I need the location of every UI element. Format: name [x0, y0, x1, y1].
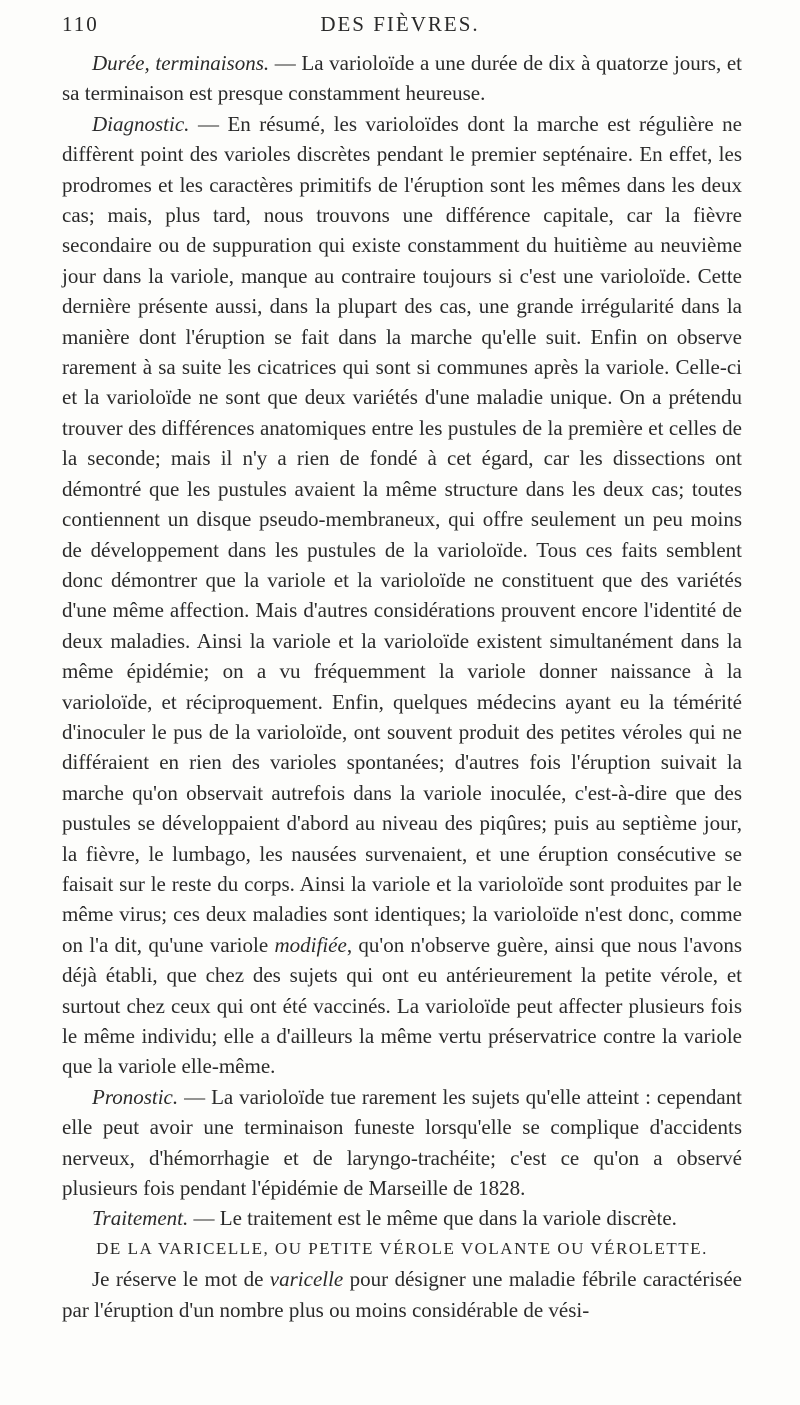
paragraph-duree: [62, 48, 742, 109]
running-head: [62, 12, 738, 42]
paragraph-text: — La varioloïde tue rarement les sujets qu'elle atteint : cependant elle peut avoir une terminaison funeste lorsqu'elle se complique d'accidents nerveux, d'hémorrhagie et de laryngo-trachéite; c'est ce qu'on a observé plusieurs fois pendant l'épidémie de Marseille de 1828.: [62, 1084, 742, 1201]
section-heading: DE LA VARICELLE, OU PETITE VÉROLE VOLANTE OU VÉROLETTE.: [96, 1238, 708, 1258]
running-title: DES FIÈVRES.: [320, 12, 480, 36]
paragraph-text: , qu'on n'observe guère, ainsi que nous l'avons déjà établi, que chez des sujets qui ont eu antérieurement la petite vérole, et surtout chez ceux qui ont été vaccinés. La varioloïde peut affecter plusieurs fois le même individu; elle a d'ailleurs la même vertu préservatrice contre la variole que la variole elle-même.: [62, 932, 742, 1079]
paragraph-diagnostic: [62, 109, 742, 1082]
emphasis: varicelle: [269, 1267, 344, 1292]
paragraph-text: pour désigner une maladie fébrile caractérisée par l'éruption d'un nombre plus ou moins considérable de vési-: [62, 1267, 742, 1322]
page-number: 110: [62, 12, 99, 36]
page-body: [62, 48, 742, 1325]
paragraph-lead: Durée, terminaisons.: [92, 51, 270, 75]
paragraph-lead: Pronostic.: [92, 1084, 179, 1109]
paragraph-text: — Le traitement est le même que dans la variole discrète.: [188, 1206, 677, 1231]
paragraph-varicelle: [62, 1264, 742, 1325]
paragraph-lead: Traitement.: [92, 1206, 189, 1231]
paragraph-text: — La varioloïde a une durée de dix à quatorze jours, et sa terminaison est presque constamment heureuse.: [62, 51, 742, 106]
paragraph-text: Je réserve le mot de: [92, 1267, 270, 1292]
paragraph-traitement: [62, 1203, 742, 1233]
paragraph-pronostic: [62, 1082, 742, 1204]
paragraph-lead: Diagnostic.: [92, 111, 190, 136]
paragraph-text: — En résumé, les varioloïdes dont la marche est régulière ne diffèrent point des varioles discrètes pendant le premier septénaire. En effet, les prodromes et les caractères primitifs de l'éruption sont les mêmes dans les deux cas; mais, plus tard, nous trouvons une différence capitale, car la fièvre secondaire ou de suppuration qui existe constamment du huitième au neuvième jour dans la variole, manque au contraire toujours si c'est une varioloïde. Cette dernière présente aussi, dans la plupart des cas, une grande irrégularité dans la manière dont l'éruption se fait dans la marche qu'elle suit. Enfin on observe rarement à sa suite les cicatrices qui sont si communes après la variole. Celle-ci et la varioloïde ne sont que deux variétés d'une maladie unique. On a prétendu trouver des différences anatomiques entre les pustules de la première et celles de la seconde; mais il n'y a rien de fondé à cet égard, car les dissections ont démontré que les pustules avaient la même structure dans les deux cas; toutes contiennent un disque pseudo-membraneux, qui offre seulement un peu moins de développement dans les pustules de la varioloïde. Tous ces faits semblent donc démontrer que la variole et la varioloïde ne constituent que des variétés d'une même affection. Mais d'autres considérations prouvent encore l'identité de deux maladies. Ainsi la variole et la varioloïde existent simultanément dans la même épidémie; on a vu fréquemment la variole donner naissance à la varioloïde, et réciproquement. Enfin, quelques médecins ayant eu la témérité d'inoculer le pus de la varioloïde, ont souvent produit des petites véroles qui ne différaient en rien des varioles spontanées; d'autres fois l'éruption suivait la marche qu'on observait autrefois dans la variole inoculée, c'est-à-dire que des pustules se développaient d'abord au niveau des piqûres; puis au septième jour, la fièvre, le lumbago, les nausées survenaient, et une éruption consécutive se faisait sur le reste du corps. Ainsi la variole et la varioloïde sont produites par le même virus; ces deux maladies sont identiques; la varioloïde n'est donc, comme on l'a dit, qu'une variole: [62, 111, 742, 957]
emphasis: modifiée: [274, 932, 347, 957]
